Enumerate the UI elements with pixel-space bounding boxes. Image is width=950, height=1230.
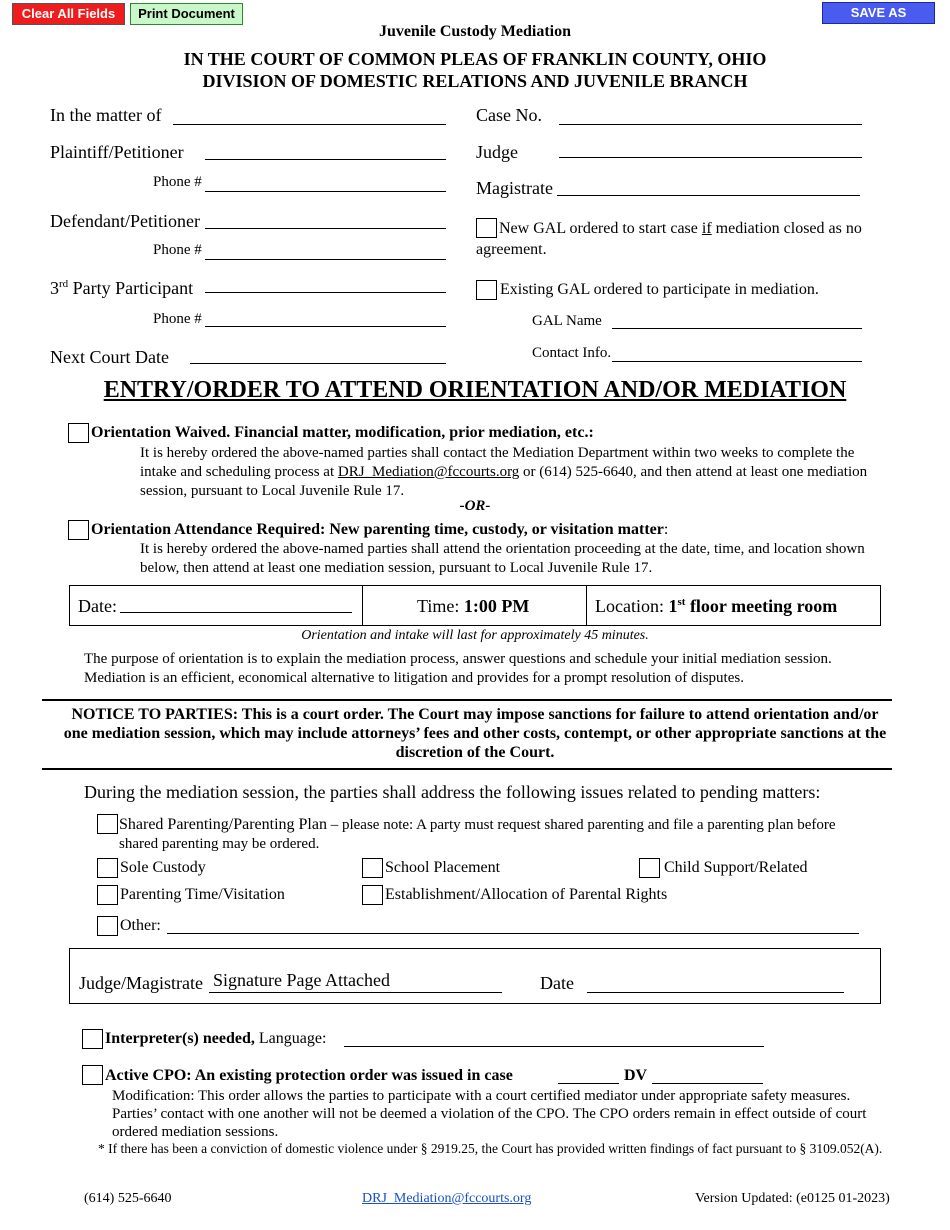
magistrate-label: Magistrate (476, 178, 553, 198)
gal-name-label: GAL Name (532, 313, 602, 329)
cpo-dv-label: DV (624, 1067, 648, 1084)
orientation-waived-checkbox[interactable] (68, 423, 89, 443)
parenting-time-checkbox[interactable] (97, 885, 118, 905)
school-placement-label: School Placement (385, 859, 501, 876)
shared-parenting-note: – please note: A party must request shared parenting and file a parenting plan before shared parenting may be ordered. (119, 817, 836, 852)
orientation-waived-heading (91, 424, 594, 442)
third-party-field[interactable] (205, 292, 446, 293)
defendant-phone-field[interactable] (205, 259, 446, 260)
time-value: 1:00 PM (463, 596, 530, 616)
schedule-divider-1 (362, 585, 363, 626)
judge-label: Judge (476, 142, 518, 162)
new-gal-text (476, 218, 876, 260)
other-label: Other: (120, 917, 161, 934)
third-party-phone-label: Phone # (153, 311, 202, 327)
duration-note: Orientation and intake will last for approximately 45 minutes. (301, 628, 649, 643)
parenting-time-label: Parenting Time/Visitation (120, 886, 285, 903)
school-placement-checkbox[interactable] (362, 858, 383, 878)
mediation-email-link[interactable]: DRJ_Mediation@fccourts.org (337, 464, 520, 480)
location-num: 1 (668, 596, 678, 616)
location-label: Location: (595, 596, 669, 616)
active-cpo-label: Active CPO: An existing protection order was issued in case (105, 1067, 513, 1084)
new-gal-if: if (701, 220, 712, 237)
dv-footnote: * If there has been a conviction of domestic violence under § 2919.25, the Court has provided written findings of fact pursuant to § 3109.052(A). (98, 1141, 883, 1156)
court-division: DIVISION OF DOMESTIC RELATIONS AND JUVENILE BRANCH (202, 71, 748, 91)
orientation-date-label: Date: (78, 596, 117, 616)
waived-bold: Orientation Waived. F (91, 424, 245, 441)
cpo-dv-field[interactable] (652, 1083, 763, 1084)
footer-email-link[interactable] (362, 1191, 531, 1207)
in-matter-field[interactable] (173, 124, 446, 125)
court-name: IN THE COURT OF COMMON PLEAS OF FRANKLIN COUNTY, OHIO (183, 49, 767, 69)
judge-magistrate-label: Judge/Magistrate (79, 973, 203, 993)
plaintiff-label: Plaintiff/Petitioner (50, 142, 184, 162)
shared-parenting-label: Shared Parenting/Parenting Plan (119, 816, 327, 833)
judge-signature-line (209, 992, 502, 993)
plaintiff-field[interactable] (205, 159, 446, 160)
orientation-required-paragraph: It is hereby ordered the above-named parties shall attend the orientation proceeding at the date, time, and location shown below, then attend at least one mediation session, pursuant to Local Juvenile Rule 17. (140, 541, 865, 576)
shared-parenting-checkbox[interactable] (97, 814, 118, 834)
signature-date-label: Date (540, 973, 574, 993)
save-as-button[interactable]: SAVE AS (822, 2, 935, 24)
plaintiff-phone-label: Phone # (153, 174, 202, 190)
orientation-waived-paragraph (140, 444, 870, 501)
defendant-label: Defendant/Petitioner (50, 211, 200, 231)
footer-phone: (614) 525-6640 (84, 1191, 172, 1206)
third-party-label (50, 278, 193, 299)
in-matter-label: In the matter of (50, 105, 162, 125)
entry-title: ENTRY/ORDER TO ATTEND ORIENTATION AND/OR MEDIATION (103, 377, 847, 403)
print-document-button[interactable]: Print Document (130, 3, 243, 25)
judge-field[interactable] (559, 157, 862, 158)
plaintiff-phone-field[interactable] (205, 191, 446, 192)
required-colon: : (663, 521, 669, 538)
other-field[interactable] (167, 933, 859, 934)
other-checkbox[interactable] (97, 916, 118, 936)
location-sup: st (677, 596, 686, 608)
waived-para-a: It is hereby ordered the above-named parties shall contact the Mediation Department within two weeks to complete the intake and scheduling process at (140, 445, 855, 480)
orientation-location (595, 596, 837, 617)
required-bold: Orientation Attendance Required: New parenting time, custody, or visitation matter (91, 521, 664, 538)
new-gal-text-b: mediation closed as no agreement. (476, 220, 862, 258)
footer-version: Version Updated: (e0125 01-2023) (695, 1191, 890, 1206)
language-field[interactable] (344, 1046, 764, 1047)
third-party-number: 3 (50, 278, 59, 298)
next-court-date-field[interactable] (190, 363, 446, 364)
orientation-required-heading (91, 521, 668, 539)
purpose-paragraph: The purpose of orientation is to explain the mediation process, answer questions and schedule your initial mediation session. Mediation is an efficient, economical alternative to litigation and provides for a prompt resolution of disputes. (84, 651, 832, 686)
waived-para-b: or (614) 525-6640, and then attend at least one mediation session, pursuant to Local Juvenile Rule 17. (140, 464, 868, 499)
contact-info-label: Contact Info. (532, 345, 612, 361)
active-cpo-checkbox[interactable] (82, 1065, 103, 1085)
case-no-label: Case No. (476, 105, 542, 125)
third-party-sup: rd (59, 278, 69, 290)
gal-name-field[interactable] (612, 328, 862, 329)
existing-gal-text: Existing GAL ordered to participate in mediation. (500, 281, 819, 298)
footer-email-anchor[interactable]: DRJ_Mediation@fccourts.org (362, 1191, 532, 1206)
third-party-text: Party Participant (68, 278, 194, 298)
child-support-checkbox[interactable] (639, 858, 660, 878)
defendant-field[interactable] (205, 228, 446, 229)
location-value: floor meeting room (685, 596, 838, 616)
cpo-case-field[interactable] (558, 1083, 619, 1084)
shared-parenting-text (119, 815, 839, 854)
form-title: Juvenile Custody Mediation (378, 23, 571, 40)
language-label: Language: (254, 1030, 327, 1047)
interpreter-checkbox[interactable] (82, 1029, 103, 1049)
parental-rights-checkbox[interactable] (362, 885, 383, 905)
issues-intro: During the mediation session, the parties shall address the following issues related to pending matters: (84, 782, 821, 802)
waived-rest: inancial matter, modification, prior mediation, etc.: (244, 424, 594, 441)
cpo-modification-paragraph: Modification: This order allows the parties to participate with a court certified mediator under appropriate safety measures. Parties’ contact with one another will not be deemed a violation of the CPO. The CPO orders remain in effect outside of court ordered mediation sessions. (112, 1088, 867, 1140)
sole-custody-checkbox[interactable] (97, 858, 118, 878)
contact-info-field[interactable] (612, 361, 862, 362)
notice-bottom-rule (42, 768, 892, 770)
orientation-required-checkbox[interactable] (68, 520, 89, 540)
magistrate-field[interactable] (557, 195, 860, 196)
notice-to-parties: NOTICE TO PARTIES: This is a court order. The Court may impose sanctions for failure to attend orientation and/or one mediation session, which may include attorneys’ fees and other costs, contempt, or other appropriate sanctions at the discretion of the Court. (63, 706, 887, 761)
sole-custody-label: Sole Custody (120, 859, 206, 876)
or-separator: -OR- (459, 498, 491, 514)
orientation-time (417, 596, 529, 617)
judge-signature-value[interactable]: Signature Page Attached (213, 970, 390, 990)
schedule-divider-2 (586, 585, 587, 626)
clear-all-fields-button[interactable]: Clear All Fields (12, 3, 125, 25)
next-court-date-label: Next Court Date (50, 347, 169, 367)
new-gal-text-a: New GAL ordered to start case (499, 220, 702, 237)
interpreter-label (105, 1030, 326, 1048)
existing-gal-checkbox[interactable] (476, 280, 497, 300)
orientation-date-field[interactable] (120, 612, 352, 613)
parental-rights-label: Establishment/Allocation of Parental Rights (385, 886, 668, 903)
interpreter-bold: Interpreter(s) needed, (105, 1030, 255, 1047)
defendant-phone-label: Phone # (153, 242, 202, 258)
case-no-field[interactable] (559, 124, 862, 125)
signature-date-field[interactable] (587, 992, 844, 993)
child-support-label: Child Support/Related (664, 859, 808, 876)
notice-top-rule (42, 699, 892, 701)
third-party-phone-field[interactable] (205, 326, 446, 327)
time-label: Time: (417, 596, 464, 616)
